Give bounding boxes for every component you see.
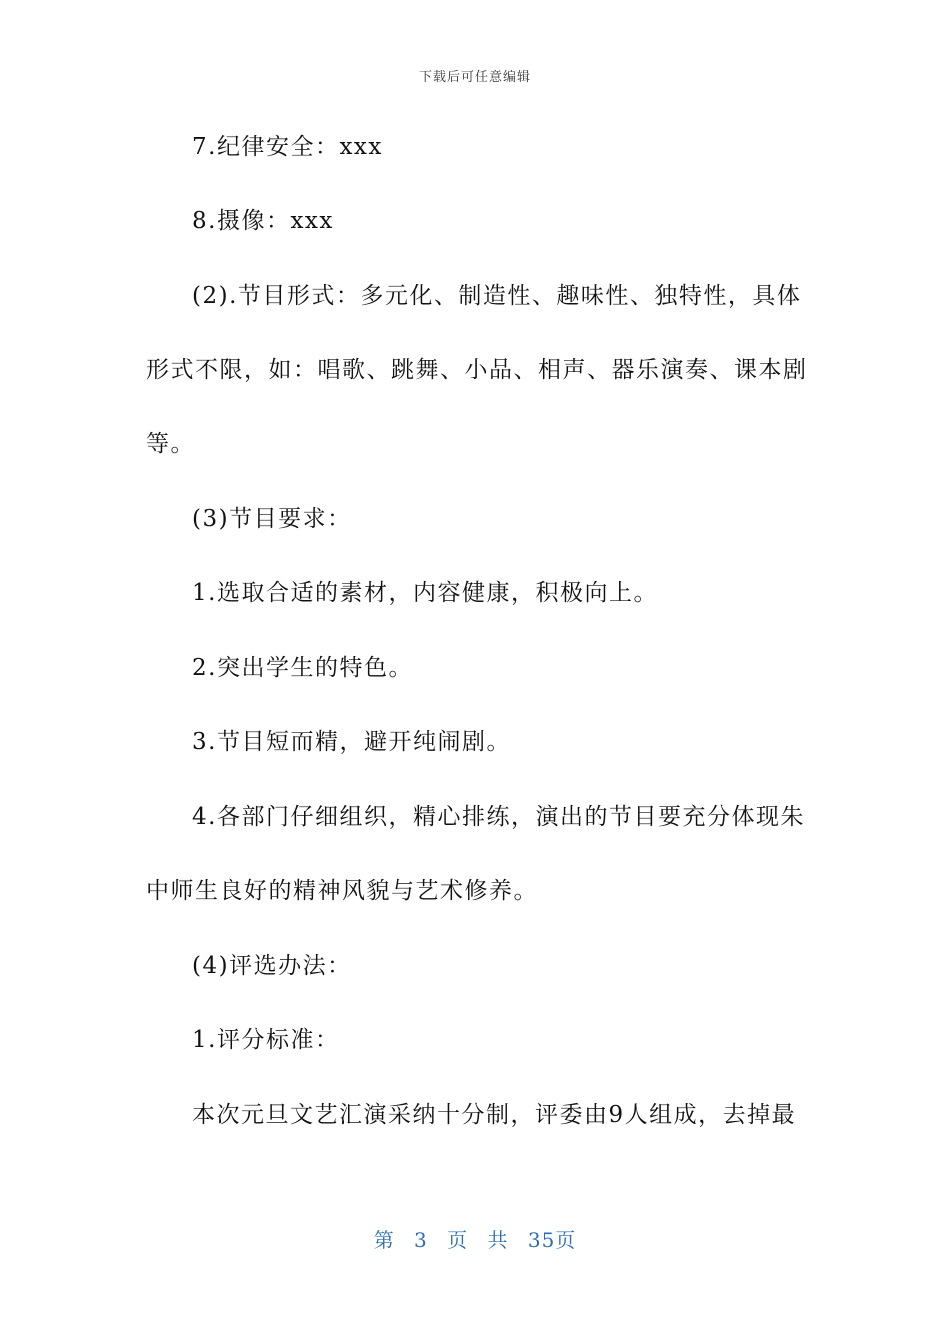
text-line: 本次元旦文艺汇演采纳十分制，评委由9人组成，去掉最 <box>192 1102 797 1128</box>
footer-current-page: 3 <box>414 1228 428 1252</box>
text-line: 1.选取合适的素材，内容健康，积极向上。 <box>192 580 658 606</box>
footer-prefix: 第 <box>373 1228 395 1252</box>
text-line: 形式不限，如：唱歌、跳舞、小品、相声、器乐演奏、课本剧 <box>146 357 808 383</box>
text-line: 中师生良好的精神风貌与艺术修养。 <box>146 878 538 904</box>
footer-total-word: 共 <box>487 1228 509 1252</box>
text-line: (3)节目要求： <box>192 506 352 532</box>
text-line: 3.节目短而精，避开纯闹剧。 <box>192 729 511 755</box>
text-line: 2.突出学生的特色。 <box>192 655 413 681</box>
page-footer <box>0 1224 950 1253</box>
text-line: 等。 <box>146 431 195 457</box>
text-line: 8.摄像：xxx <box>192 208 334 234</box>
text-line: (4)评选办法： <box>192 953 352 979</box>
text-line: 4.各部门仔细组织，精心排练，演出的节目要充分体现朱 <box>192 804 805 830</box>
text-line: (2).节目形式：多元化、制造性、趣味性、独特性，具体 <box>192 283 802 309</box>
footer-page-word: 页 <box>447 1228 469 1252</box>
text-line: 1.评分标准： <box>192 1027 340 1053</box>
header-note: 下载后可任意编辑 <box>418 70 531 85</box>
footer-total-pages: 35页 <box>527 1228 577 1252</box>
text-line: 7.纪律安全：xxx <box>192 134 383 160</box>
